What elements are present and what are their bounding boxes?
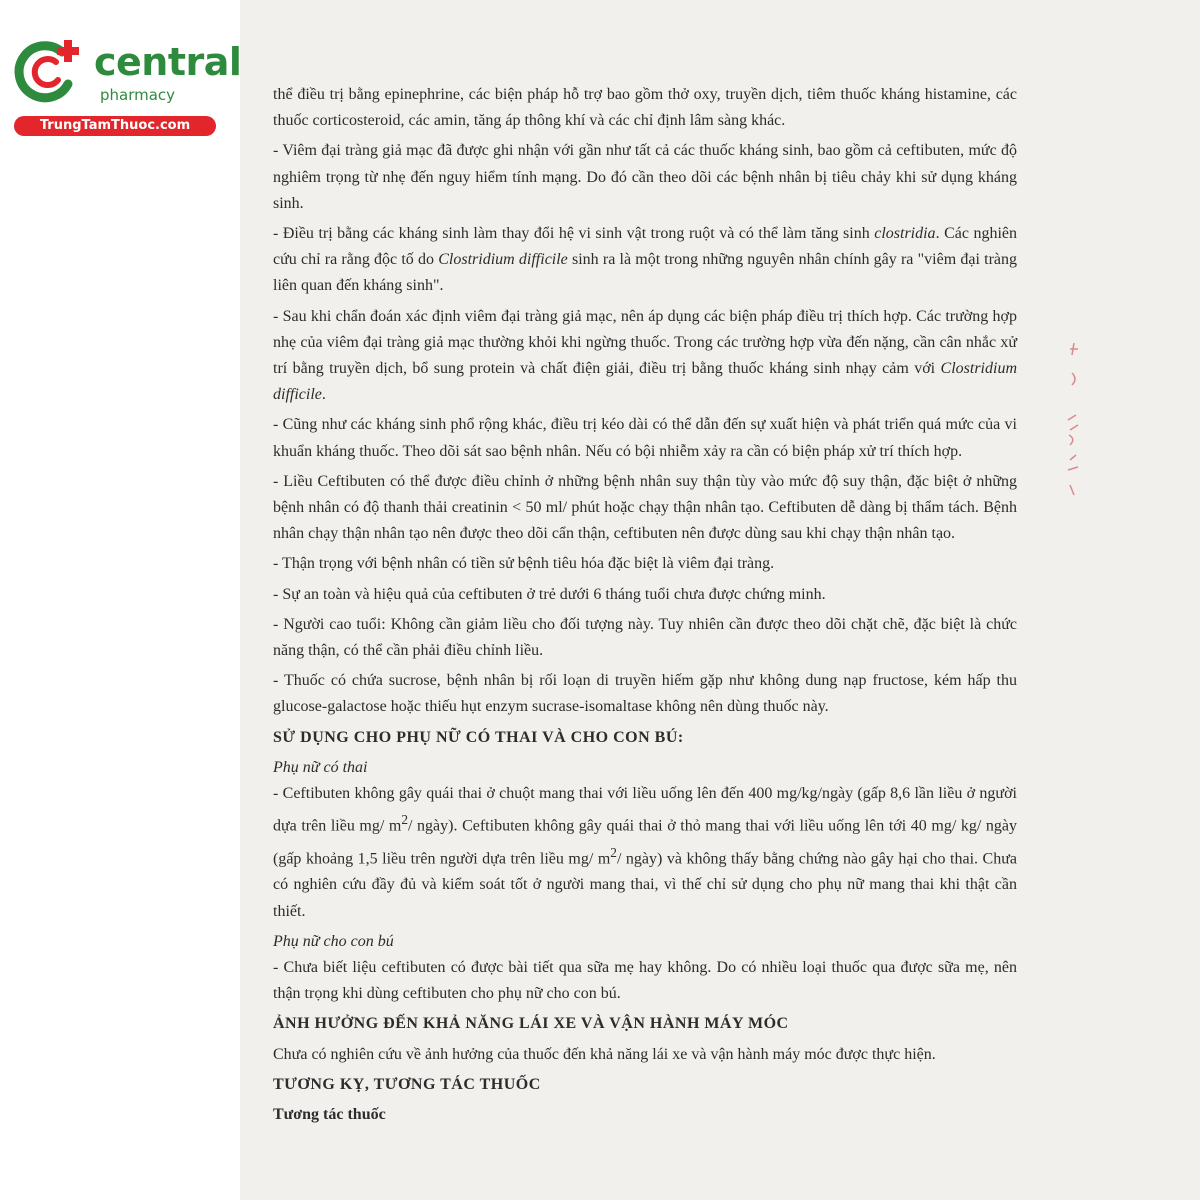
- paragraph-11: - Ceftibuten không gây quái thai ở chuột mang thai với liều uống lên đến 400 mg/kg/ngày (gấp 8,6 lần liều ở người dựa trên liều mg/ $m^2/$ ngày). Ceftibuten không gây quái thai ở thỏ mang thai với liều uống lên tới 40 mg/ kg/ ngày (gấp khoảng 1,5 liều trên người dựa trên liều mg/ $m^2/$ ngày) và không thấy bằng chứng nào gây hại cho thai. Chưa có nghiên cứu đầy đủ và kiểm soát tốt ở người mang thai, vì thế chỉ sử dụng cho phụ nữ mang thai khi thật cần thiết.: [273, 785, 1017, 920]
- subheading-drug-interactions: Tương tác thuốc: [273, 1105, 386, 1123]
- paragraph-10: - Thuốc có chứa sucrose, bệnh nhân bị rối loạn di truyền hiếm gặp như không dung nạp fructose, kém hấp thu glucose-galactose hoặc thiếu hụt enzym sucrase-isomaltase không nên dùng thuốc này.: [273, 672, 1017, 716]
- logo-site-badge[interactable]: TrungTamThuoc.com: [14, 116, 216, 136]
- section-heading-driving: ẢNH HƯỞNG ĐẾN KHẢ NĂNG LÁI XE VÀ VẬN HÀNH MÁY MÓC: [273, 1015, 789, 1033]
- section-heading-pregnancy: SỬ DỤNG CHO PHỤ NỮ CÓ THAI VÀ CHO CON BÚ:: [273, 728, 684, 746]
- paragraph-12: - Chưa biết liệu ceftibuten có được bài tiết qua sữa mẹ hay không. Do có nhiều loại thuốc qua được sữa mẹ, nên thận trọng khi dùng ceftibuten cho phụ nữ cho con bú.: [273, 958, 1017, 1003]
- section-heading-interactions: TƯƠNG KỴ, TƯƠNG TÁC THUỐC: [273, 1075, 541, 1093]
- paragraph-4: - Sau khi chẩn đoán xác định viêm đại tràng giả mạc, nên áp dụng các biện pháp điều trị thích hợp. Các trường hợp nhẹ của viêm đại tràng giả mạc thường khỏi khi ngừng thuốc. Trong các trường hợp vừa đến nặng, cần cân nhắc xử trí bằng truyền dịch, bổ sung protein và chất điện giải, điều trị bằng thuốc kháng sinh nhạy cảm với Clostridium difficile.: [273, 307, 1017, 404]
- document-text: [273, 82, 1017, 1128]
- paragraph-9: - Người cao tuổi: Không cần giảm liều cho đối tượng này. Tuy nhiên cần được theo dõi chặt chẽ, đặc biệt là chức năng thận, có thể cần phải điều chỉnh liều.: [273, 615, 1017, 660]
- paragraph-8: - Sự an toàn và hiệu quả của ceftibuten ở trẻ dưới 6 tháng tuổi chưa được chứng minh.: [273, 585, 826, 603]
- paragraph-7: - Thận trọng với bệnh nhân có tiền sử bệnh tiêu hóa đặc biệt là viêm đại tràng.: [273, 555, 775, 573]
- pharmacy-logo[interactable]: [8, 34, 242, 144]
- subheading-breastfeeding: Phụ nữ cho con bú: [273, 932, 394, 950]
- subheading-pregnant: Phụ nữ có thai: [273, 758, 368, 776]
- paragraph-13: Chưa có nghiên cứu về ảnh hưởng của thuốc đến khả năng lái xe và vận hành máy móc được thực hiện.: [273, 1045, 936, 1063]
- logo-brand-name: central: [94, 40, 242, 84]
- paragraph-3: - Điều trị bằng các kháng sinh làm thay đổi hệ vi sinh vật trong ruột và có thể làm tăng sinh clostridia. Các nghiên cứu chỉ ra rằng độc tố do Clostridium difficile sinh ra là một trong những nguyên nhân chính gây ra "viêm đại tràng liên quan đến kháng sinh".: [273, 225, 1018, 295]
- paragraph-1: thể điều trị bằng epinephrine, các biện pháp hỗ trợ bao gồm thở oxy, truyền dịch, tiêm thuốc kháng histamine, các thuốc corticosteroid, các amin, tăng áp thông khí và các chỉ định lâm sàng khác.: [273, 86, 1017, 130]
- paragraph-5: - Cũng như các kháng sinh phổ rộng khác, điều trị kéo dài có thể dẫn đến sự xuất hiện và phát triển quá mức của vi khuẩn kháng thuốc. Theo dõi sát sao bệnh nhân. Nếu có bội nhiễm xảy ra cần có biện pháp xử trí thích hợp.: [273, 416, 1017, 460]
- central-pharmacy-logo-icon: [12, 34, 86, 108]
- red-stamp-mark-icon: [1052, 335, 1092, 505]
- paragraph-6: - Liều Ceftibuten có thể được điều chỉnh ở những bệnh nhân suy thận tùy vào mức độ suy thận, đặc biệt ở những bệnh nhân có độ thanh thải creatinin < 50 ml/ phút hoặc chạy thận nhân tạo. Ceftibuten dễ dàng bị thẩm tách. Bệnh nhân chạy thận nhân tạo nên được theo dõi cẩn thận, ceftibuten nên được dùng sau khi chạy thận nhân tạo.: [273, 472, 1017, 543]
- logo-brand-sub: pharmacy: [100, 86, 176, 104]
- paragraph-2: - Viêm đại tràng giả mạc đã được ghi nhận với gần như tất cả các thuốc kháng sinh, bao gồm cả ceftibuten, mức độ nghiêm trọng từ nhẹ đến nguy hiểm tính mạng. Do đó cần theo dõi các bệnh nhân bị tiêu chảy khi sử dụng kháng sinh.: [273, 142, 1017, 212]
